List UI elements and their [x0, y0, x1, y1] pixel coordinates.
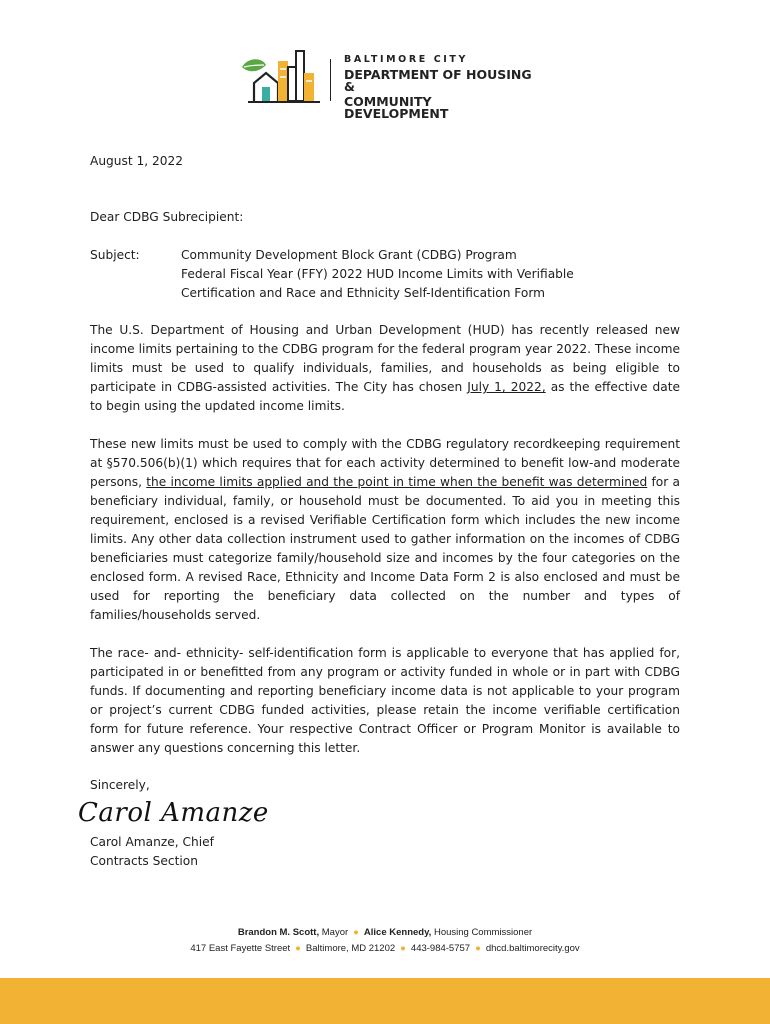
paragraph-1-text-end: as the effective date to begin using the updated income limits.: [90, 380, 680, 413]
paragraph-2: [90, 435, 680, 625]
letterhead-dept-line2: COMMUNITY DEVELOPMENT: [344, 93, 449, 121]
signer-department: Contracts Section: [90, 854, 198, 868]
subject-line: Certification and Race and Ethnicity Self-Identification Form: [181, 286, 545, 300]
paragraph-3: The race- and- ethnicity- self-identification form is applicable to everyone that has applied for, participated in or benefitted from any program or activity funded in whole or in part with CDBG funds. If documenting and reporting beneficiary income data is not applicable to your program or project’s current CDBG funded activities, please retain the income verifiable certification form for future reference. Your respective Contract Officer or Program Monitor is available to answer any questions concerning this letter.: [90, 646, 680, 755]
commissioner-title: Housing Commissioner: [431, 927, 533, 938]
letter-date: August 1, 2022: [90, 154, 184, 168]
commissioner-name: Alice Kennedy,: [363, 927, 432, 938]
separator-dot-icon: ●: [295, 943, 301, 954]
underlined-requirement: the income limits applied and the point in time when the benefit was determined: [146, 475, 648, 489]
phone-number: 443-984-5757: [410, 943, 471, 954]
city-leaf-logo-icon: [240, 45, 328, 105]
letterhead-divider: [330, 59, 331, 101]
footer-address: [0, 943, 770, 954]
letterhead-city: BALTIMORE CITY: [344, 54, 468, 65]
footer-color-bar: [0, 978, 770, 1024]
street-address: 417 East Fayette Street: [190, 943, 291, 954]
subject-line: Community Development Block Grant (CDBG) Program: [181, 248, 517, 262]
separator-dot-icon: ●: [475, 943, 481, 954]
closing: Sincerely,: [90, 778, 150, 792]
salutation: Dear CDBG Subrecipient:: [90, 210, 244, 224]
mayor-name: Brandon M. Scott,: [237, 927, 320, 938]
subject-lines: [181, 246, 574, 303]
city-state-zip: Baltimore, MD 21202: [305, 943, 396, 954]
letterhead-dept-line1: DEPARTMENT OF HOUSING &: [344, 66, 532, 94]
subject-label: Subject:: [90, 248, 140, 262]
subject-line: Federal Fiscal Year (FFY) 2022 HUD Income Limits with Verifiable: [181, 267, 574, 281]
letterhead-text: [344, 55, 540, 121]
effective-date: July 1, 2022,: [467, 380, 546, 394]
paragraph-1-text: The U.S. Department of Housing and Urban Development (HUD) has recently released new income limits pertaining to the CDBG program for the federal program year 2022. These income limits must be used to qualify individuals, families, and households as being eligible to participate in CDBG-assisted activities. The City has chosen: [90, 323, 680, 394]
separator-dot-icon: ●: [353, 927, 359, 938]
website: dhcd.baltimorecity.gov: [485, 943, 580, 954]
paragraph-2-text-end: for a beneficiary individual, family, or household must be documented. To aid you in meeting this requirement, enclosed is a revised Verifiable Certification form which includes the new income limits. Any other data collection instrument used to gather information on the incomes of CDBG beneficiaries must categorize family/household size and incomes by the four categories on the enclosed form. A revised Race, Ethnicity and Income Data Form 2 is also enclosed and must be used for reporting the beneficiary data collected on the number and types of families/households served.: [90, 475, 680, 622]
signer-name: Carol Amanze, Chief: [90, 835, 214, 849]
letterhead: [240, 45, 540, 121]
handwritten-signature: Carol Amanze: [78, 798, 269, 828]
footer-officials: [0, 927, 770, 938]
mayor-title: Mayor: [319, 927, 349, 938]
separator-dot-icon: ●: [400, 943, 406, 954]
paragraph-1: [90, 321, 680, 416]
paragraph-2-text: These new limits must be used to comply with the CDBG regulatory recordkeeping requirement at §570.506(b)(1) which requires that for each activity determined to benefit low-and moderate persons,: [90, 437, 680, 489]
